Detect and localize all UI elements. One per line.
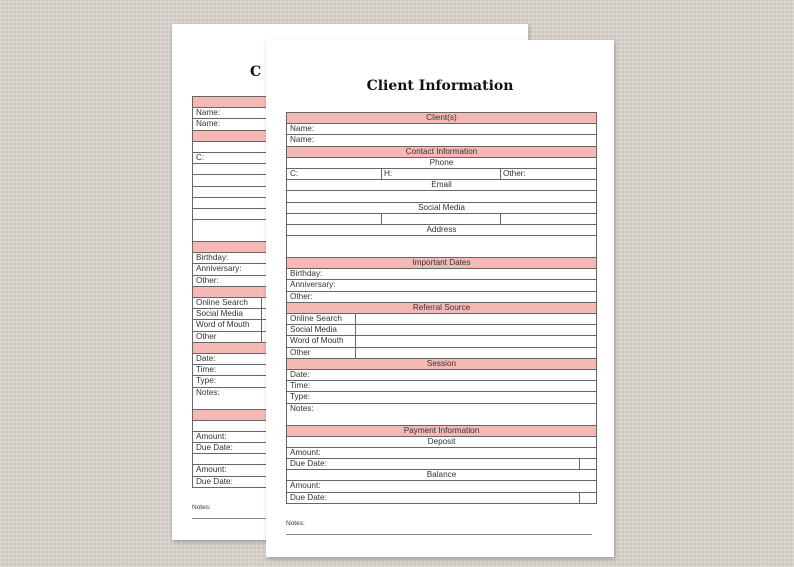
referral-word-of-mouth-label: Word of Mouth xyxy=(290,336,344,346)
phone-cell-label: C: xyxy=(290,168,299,178)
back-session-time: Time: xyxy=(193,364,528,375)
referral-other xyxy=(287,347,596,358)
client-name-1: Name: xyxy=(287,123,596,134)
social-media-fields xyxy=(287,213,596,224)
back-referral-other-box xyxy=(261,332,264,342)
back-referral-social-box xyxy=(261,309,264,319)
session-section-header: Session xyxy=(287,358,596,369)
deposit-label: Deposit xyxy=(287,436,596,447)
deposit-due-date-field xyxy=(287,458,596,469)
referral-other-checkbox xyxy=(355,348,382,358)
back-name-2: Name: xyxy=(193,118,528,129)
client-form-table xyxy=(286,112,597,504)
social-media-field-3 xyxy=(500,214,596,224)
back-session-notes: Notes: xyxy=(193,387,528,409)
back-footer-notes-label: Notes: xyxy=(192,504,211,511)
back-due-date: Due Date: xyxy=(193,442,528,453)
phone-home-label: H: xyxy=(384,168,393,178)
referral-word-of-mouth xyxy=(287,335,596,346)
deposit-amount-field: Amount: xyxy=(287,447,596,458)
back-birthday: Birthday: xyxy=(193,252,528,263)
phone-other-cell xyxy=(500,169,596,179)
dates-section-header: Important Dates xyxy=(287,257,596,268)
address-field xyxy=(287,235,596,257)
dates-other-field: Other: xyxy=(287,291,596,302)
session-time-field: Time: xyxy=(287,380,596,391)
back-referral-word-box xyxy=(261,320,264,330)
contact-section-header: Contact Information xyxy=(287,146,596,157)
referral-social-media xyxy=(287,324,596,335)
back-sheet-title: C xyxy=(250,64,262,80)
birthday-field: Birthday: xyxy=(287,268,596,279)
phone-other-label: Other: xyxy=(503,168,526,178)
referral-online-search-checkbox xyxy=(355,314,382,324)
client-name-2: Name: xyxy=(287,134,596,145)
footer-notes-line xyxy=(286,534,592,535)
balance-due-date-label: Due Date: xyxy=(290,492,327,502)
session-type-field: Type: xyxy=(287,391,596,402)
balance-paid-box xyxy=(579,493,596,503)
clients-section-header: Client(s) xyxy=(287,112,596,123)
deposit-paid-box xyxy=(579,459,596,469)
back-referral-social-label: Social Media xyxy=(196,309,243,319)
back-referral-online-label: Online Search xyxy=(196,298,248,307)
page-title: Client Information xyxy=(366,78,514,94)
address-label: Address xyxy=(287,224,596,235)
back-dates-other: Other: xyxy=(193,275,528,286)
email-label: Email xyxy=(287,179,596,190)
anniversary-field: Anniversary: xyxy=(287,279,596,290)
back-amount: Amount: xyxy=(193,431,528,442)
session-date-field: Date: xyxy=(287,369,596,380)
back-amount-2: Amount: xyxy=(193,464,528,475)
payment-section-header: Payment Information xyxy=(287,425,596,436)
balance-amount-field: Amount: xyxy=(287,480,596,491)
deposit-due-date-label: Due Date: xyxy=(290,459,327,469)
referral-social-media-checkbox xyxy=(355,325,382,335)
referral-social-media-label: Social Media xyxy=(290,325,337,335)
back-name-1: Name: xyxy=(193,107,528,118)
back-referral-online-box xyxy=(261,298,264,308)
back-session-type: Type: xyxy=(193,375,528,386)
email-field xyxy=(287,190,596,201)
back-due-date-2: Due Date: xyxy=(193,476,528,487)
referral-other-label: Other xyxy=(290,347,311,357)
referral-word-of-mouth-checkbox xyxy=(355,336,382,346)
phone-row xyxy=(287,168,596,179)
balance-label: Balance xyxy=(287,469,596,480)
back-referral-other-label: Other xyxy=(196,331,217,341)
social-media-label: Social Media xyxy=(287,202,596,213)
balance-due-date-field xyxy=(287,492,596,503)
back-anniversary: Anniversary: xyxy=(193,263,528,274)
referral-section-header: Referral Source xyxy=(287,302,596,313)
back-session-date: Date: xyxy=(193,353,528,364)
session-notes-field: Notes: xyxy=(287,403,596,425)
back-phone-c: C: xyxy=(193,152,528,163)
client-information-sheet xyxy=(266,40,614,557)
phone-label: Phone xyxy=(287,157,596,168)
back-referral-word-label: Word of Mouth xyxy=(196,320,250,330)
referral-online-search xyxy=(287,313,596,324)
referral-online-search-label: Online Search xyxy=(290,314,342,323)
footer-notes-label: Notes: xyxy=(286,520,305,527)
